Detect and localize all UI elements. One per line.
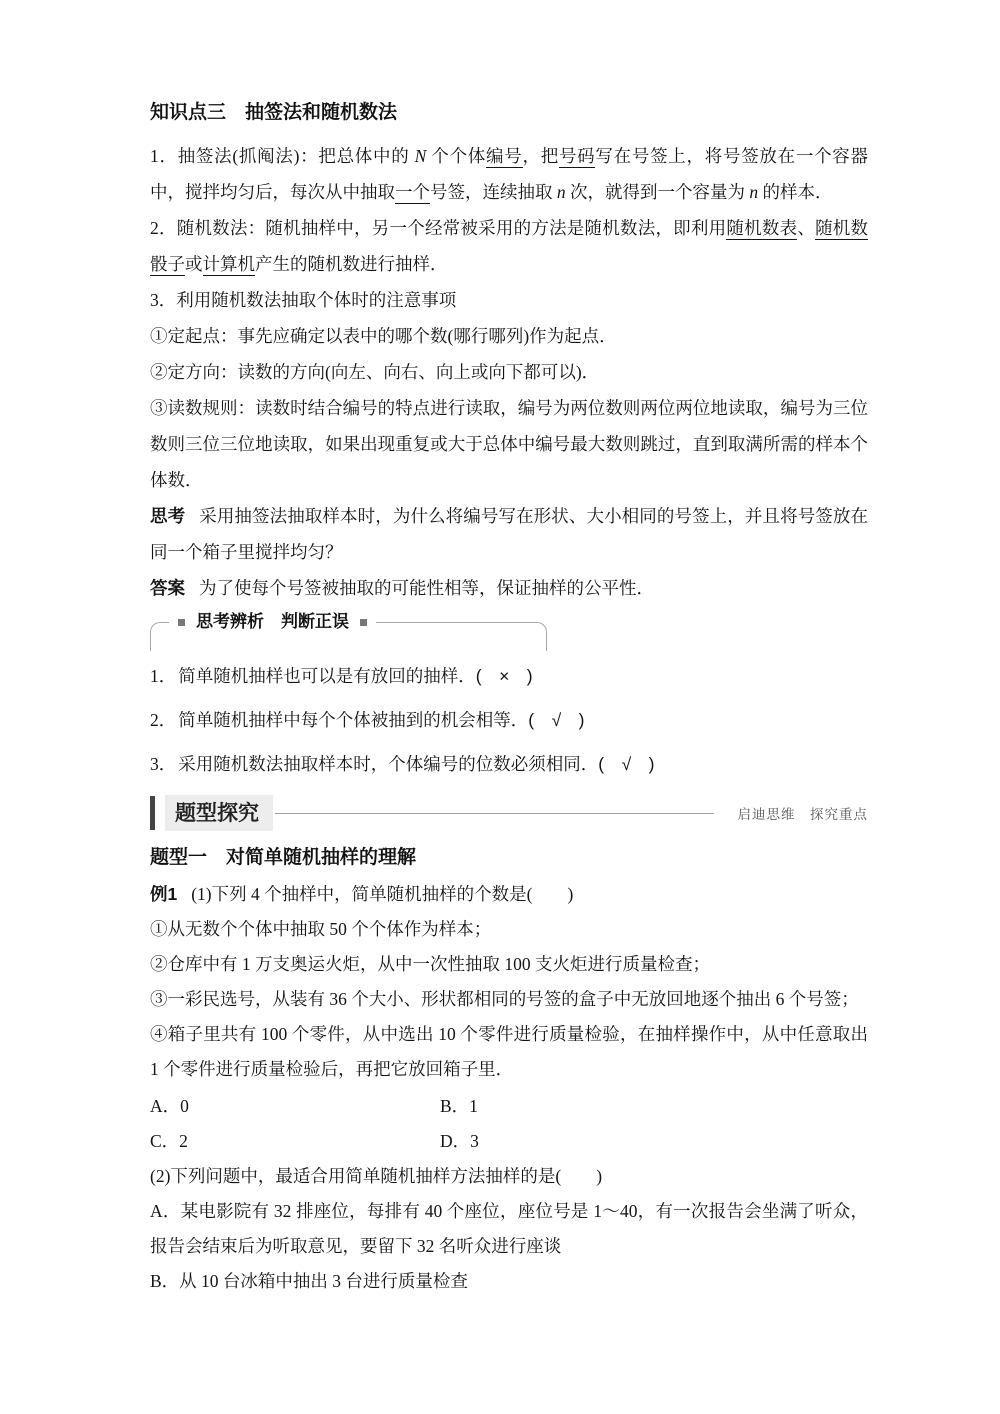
section-accent-bar: [150, 796, 155, 830]
judge-item: [150, 707, 868, 733]
knowledge-note-item: ③读数规则：读数时结合编号的特点进行读取，编号为两位数则两位两位地读取，编号为三位数则三位三位地读取，如果出现重复或大于总体中编号最大数则跳过，直到取满所需的样本个体数．: [150, 398, 868, 490]
square-bullet-icon: [360, 619, 367, 626]
q1-options-grid: [150, 1089, 868, 1159]
knowledge-item: 1．抽签法(抓阄法)：把总体中的 N 个个体编号，把号码写在号签上，将号签放在一个容器中，搅拌均匀后，每次从中抽取一个号签，连续抽取 n 次，就得到一个容量为 n 的样本．: [150, 146, 869, 202]
explore-section-subtitle: 启迪思维 探究重点: [737, 807, 868, 822]
option-a: A．0: [150, 1096, 189, 1116]
example-stem-q1: [150, 877, 868, 912]
judge-item-text: 采用随机数法抽取样本时，个体编号的位数必须相同．( √ ): [178, 754, 655, 774]
judge-item: [150, 751, 868, 777]
judge-items-list: [150, 663, 868, 777]
example-q1-item: ④箱子里共有 100 个零件，从中选出 10 个零件进行质量检验，在抽样操作中，从中任意取出 1 个零件进行质量检验后，再把它放回箱子里．: [150, 1024, 868, 1079]
example-q1-item: ③一彩民选号，从装有 36 个大小、形状都相同的号签的盒子中无放回地逐个抽出 6 个号签；: [150, 989, 859, 1009]
question-type-heading: 题型一 对简单随机抽样的理解: [150, 847, 417, 868]
example-stem-q2: (2)下列问题中，最适合用简单随机抽样方法抽样的是( ): [150, 1166, 603, 1186]
knowledge-point-heading: 知识点三 抽签法和随机数法: [150, 102, 398, 123]
judge-item-number: 2．: [150, 710, 177, 730]
example-block: [150, 877, 868, 1299]
judge-box-title-text: 思考辨析 判断正误: [196, 612, 349, 631]
answer-label: 答案: [150, 578, 185, 598]
think-text: 采用抽签法抽取样本时，为什么将编号写在形状、大小相同的号签上，并且将号签放在同一个箱子里搅拌均匀？: [150, 506, 869, 562]
knowledge-note-item: ②定方向：读数的方向(向左、向右、向上或向下都可以)．: [150, 362, 600, 382]
option-c: C．2: [150, 1131, 188, 1151]
answer-text: 为了使每个号签被抽取的可能性相等，保证抽样的公平性．: [199, 578, 654, 598]
knowledge-item: 3．利用随机数法抽取个体时的注意事项: [150, 290, 457, 310]
example-label: 例1: [150, 884, 178, 904]
answer-paragraph: [150, 570, 868, 606]
option-b: B．1: [440, 1096, 478, 1116]
knowledge-note-item: ①定起点：事先应确定以表中的哪个数(哪行哪列)作为起点．: [150, 326, 617, 346]
option-d: D．3: [440, 1131, 479, 1151]
judge-box-title: [169, 609, 376, 635]
q2-option-a: A．某电影院有 32 排座位，每排有 40 个座位，座位号是 1～40，有一次报告会坐满了听众，报告会结束后为听取意见，要留下 32 名听众进行座谈: [150, 1201, 868, 1256]
example-q1-stem-text: (1)下列 4 个抽样中，简单随机抽样的个数是( ): [191, 884, 574, 904]
example-q1-item: ①从无数个个体中抽取 50 个个体作为样本；: [150, 919, 492, 939]
example-q1-item: ②仓库中有 1 万支奥运火炬，从中一次性抽取 100 支火炬进行质量检查；: [150, 954, 710, 974]
square-bullet-icon: [178, 619, 185, 626]
judge-item-text: 简单随机抽样也可以是有放回的抽样．( × ): [178, 666, 533, 686]
judge-item-number: 1．: [150, 666, 177, 686]
think-label: 思考: [150, 506, 186, 526]
explore-section-header: [150, 795, 868, 831]
judge-item-text: 简单随机抽样中每个个体被抽到的机会相等．( √ ): [178, 710, 585, 730]
judge-item: [150, 663, 868, 689]
judge-bracket-box: [150, 612, 547, 651]
think-paragraph: [150, 498, 868, 570]
knowledge-item: 2．随机数法：随机抽样中，另一个经常被采用的方法是随机数法，即利用随机数表、随机数骰子或计算机产生的随机数进行抽样．: [150, 218, 869, 274]
explore-section-title: 题型探究: [165, 795, 273, 831]
section-divider-line: [275, 813, 714, 814]
judge-item-number: 3．: [150, 754, 177, 774]
q2-option-b: B．从 10 台冰箱中抽出 3 台进行质量检查: [150, 1271, 468, 1291]
